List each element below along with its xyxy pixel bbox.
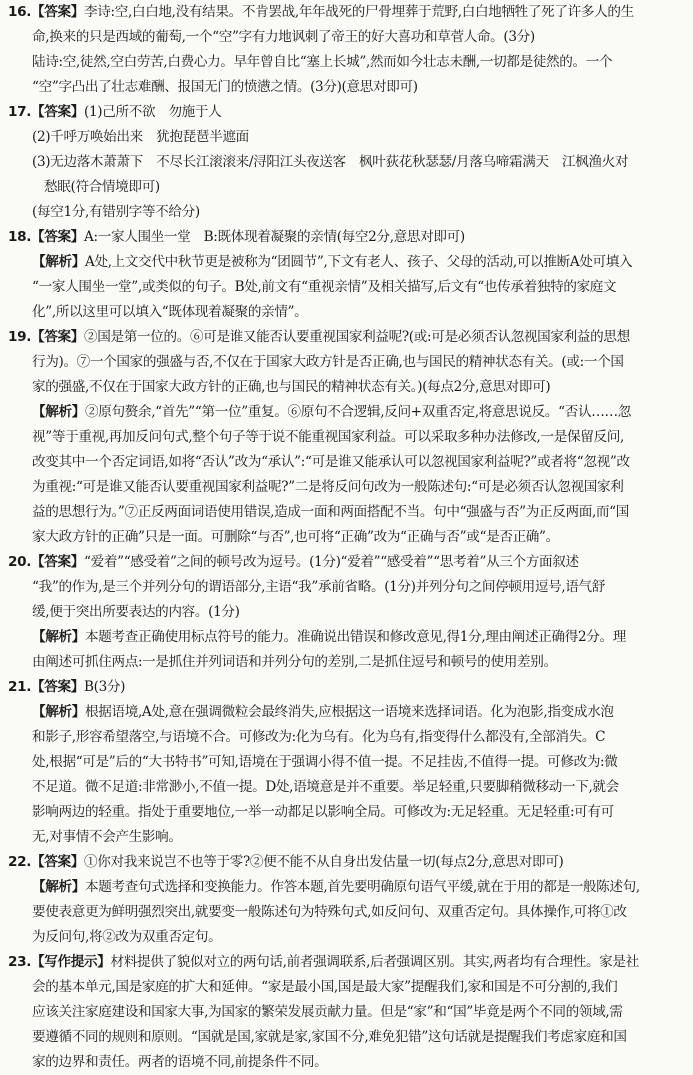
line-text: 应该关注家庭建设和国家大事,为国家的繁荣发展贡献力量。但是“家”和“国”毕竟是两个不同的领域,需 (32, 1004, 623, 1020)
question-number: 21. (8, 679, 32, 695)
section-tag: 【答案】 (31, 854, 85, 870)
line-text: 家大政方针的正确”只是一面。可删除“与否”,也可将“正确”改为“正确与否”或“是否正确”。 (32, 529, 559, 545)
line-text: 要使表意更为鲜明强烈突出,就要变一般陈述句为特殊句式,如反问句、双重否定句。具体操作,可将①改 (32, 904, 627, 920)
line-text: 无,对事情不会产生影响。 (32, 829, 182, 845)
text-line (8, 1025, 684, 1050)
question-number: 23. (8, 954, 32, 970)
text-line (8, 625, 684, 650)
question-number: 22. (8, 854, 32, 870)
text-line (8, 350, 684, 375)
line-text: 会的基本单元,国是家庭的扩大和延伸。“家是最小国,国是最大家”提醒我们,家和国是不可分割的,我们 (32, 979, 618, 995)
text-line (8, 0, 684, 25)
text-line (8, 25, 684, 50)
line-text: 视”等于重视,再加反问句式,整个句子等于说不能重视国家利益。可以采取多种办法修改,一是保留反问, (32, 429, 624, 445)
line-text: (3)无边落木萧萧下 不尽长江滚滚来/浔阳江头夜送客 枫叶荻花秋瑟瑟/月落乌啼霜满天 江枫渔火对 (32, 154, 629, 170)
line-text: 不足道。微不足道:非常渺小,不值一提。D处,语境意是并不重要。举足轻重,只要脚稍微移动一下,就会 (32, 779, 619, 795)
section-tag: 【答案】 (31, 679, 85, 695)
question-number: 17. (8, 104, 32, 120)
line-text: 命,换来的只是西域的葡萄,一个“空”字有力地讽刺了帝王的好大喜功和草菅人命。(3分) (32, 29, 535, 45)
answer-item (8, 675, 684, 850)
text-line (8, 525, 684, 550)
line-text: 影响两边的轻重。指处于重要地位,一举一动都足以影响全局。可修改为:无足轻重。无足轻重:可有可 (32, 804, 614, 820)
line-text: ①你对我来说岂不也等于零?②便不能不从自身出发估量一切(每点2分,意思对即可) (84, 854, 564, 870)
line-text: (每空1分,有错别字等不给分) (32, 204, 200, 220)
text-line (8, 475, 684, 500)
text-line (8, 600, 684, 625)
text-line (8, 550, 684, 575)
section-tag: 【解析】 (32, 879, 85, 895)
text-line (8, 750, 684, 775)
line-text: 本题考查正确使用标点符号的能力。准确说出错误和修改意见,得1分,理由阐述正确得2分。理 (84, 629, 627, 645)
line-text: B(3分) (84, 679, 126, 695)
line-text: 要遵循不同的规则和原则。“国就是国,家就是家,家国不分,难免犯错”这句话就是提醒我们考虑家庭和国 (32, 1029, 627, 1045)
section-tag: 【解析】 (32, 254, 85, 270)
line-text: 和影子,形容希望落空,与语境不合。可修改为:化为乌有。化为乌有,指变得什么都没有,全部消失。C (32, 729, 606, 745)
text-line (8, 1000, 684, 1025)
line-text: 益的思想行为。”⑦正反两面词语使用错误,造成一面和两面搭配不当。句中“强盛与否”为正反两面,而“国 (32, 504, 630, 520)
text-line (8, 850, 684, 875)
text-line (8, 175, 684, 200)
text-line (8, 150, 684, 175)
section-tag: 【答案】 (31, 554, 85, 570)
text-line (8, 575, 684, 600)
answer-item (8, 950, 684, 1075)
text-line (8, 675, 684, 700)
text-line (8, 225, 684, 250)
text-line (8, 275, 684, 300)
question-number: 16. (8, 4, 32, 20)
text-line (8, 450, 684, 475)
line-text: 家的强盛,不仅在于国家大政方针的正确,也与国民的精神状态有关。)(每点2分,意思对即可) (32, 379, 551, 395)
line-text: (1)己所不欲 勿施于人 (84, 104, 222, 120)
text-line (8, 250, 684, 275)
line-text: 改变其中一个否定词语,如将“否认”改为“承认”:“可是谁又能承认可以忽视国家利益呢?”或者将“忽视”改 (32, 454, 630, 470)
answer-item (8, 550, 684, 675)
text-line (8, 800, 684, 825)
text-line (8, 925, 684, 950)
answer-item (8, 850, 684, 950)
line-text: 为重视:“可是谁又能否认要重视国家利益呢?”二是将反问句改为一般陈述句:“可是必须否认忽视国家利 (32, 479, 624, 495)
text-line (8, 700, 684, 725)
text-line (8, 100, 684, 125)
text-line (8, 825, 684, 850)
text-line (8, 500, 684, 525)
line-text: 行为)。⑦一个国家的强盛与否,不仅在于国家大政方针是否正确,也与国民的精神状态有关。(或:一个国 (32, 354, 624, 370)
text-line (8, 775, 684, 800)
line-text: 本题考查句式选择和变换能力。作答本题,首先要明确原句语气平缓,就在于用的都是一般陈述句, (84, 879, 640, 895)
section-tag: 【解析】 (32, 404, 85, 420)
line-text: 愁眠(符合情境即可) (44, 179, 160, 195)
line-text: 材料提供了貌似对立的两句话,前者强调联系,后者强调区别。其实,两者均有合理性。家是社 (110, 954, 639, 970)
line-text: A:一家人围坐一堂 B:既体现着凝聚的亲情(每空2分,意思对即可) (84, 229, 465, 245)
section-tag: 【答案】 (31, 329, 85, 345)
line-text: A处,上文交代中秋节更是被称为“团圆节”,下文有老人、孩子、父母的活动,可以推断A处可填入 (84, 254, 633, 270)
text-line (8, 400, 684, 425)
section-tag: 【答案】 (31, 229, 85, 245)
line-text: 家的边界和责任。两者的语境不同,前提条件不同。 (32, 1054, 328, 1070)
question-number: 20. (8, 554, 32, 570)
line-text: ②国是第一位的。⑥可是谁又能否认要重视国家利益呢?(或:可是必须否认忽视国家利益的思想 (84, 329, 630, 345)
line-text: “空”字凸出了壮志难酬、报国无门的愤懑之情。(3分)(意思对即可) (32, 79, 418, 95)
section-tag: 【写作提示】 (31, 954, 111, 970)
text-line (8, 200, 684, 225)
text-line (8, 75, 684, 100)
text-line (8, 650, 684, 675)
answer-item (8, 225, 684, 325)
line-text: “一家人围坐一堂”,或类似的句子。B处,前文有“重视亲情”及相关描写,后文有“也传承着独特的家庭文 (32, 279, 617, 295)
section-tag: 【答案】 (31, 104, 85, 120)
question-number: 18. (8, 229, 32, 245)
line-text: 由阐述可抓住两点:一是抓住并列词语和并列分句的差别,二是抓住逗号和顿号的使用差别。 (32, 654, 557, 670)
text-line (8, 950, 684, 975)
line-text: 化”,所以这里可以填入“既体现着凝聚的亲情”。 (32, 304, 308, 320)
text-line (8, 900, 684, 925)
section-tag: 【答案】 (31, 4, 85, 20)
line-text: 根据语境,A处,意在强调微粒会最终消失,应根据这一语境来选择词语。化为泡影,指变成水泡 (84, 704, 614, 720)
section-tag: 【解析】 (32, 704, 85, 720)
text-line (8, 50, 684, 75)
answer-item (8, 100, 684, 225)
line-text: 缓,便于突出所要表达的内容。(1分) (32, 604, 240, 620)
text-line (8, 325, 684, 350)
line-text: “我”的作为,是三个并列分句的谓语部分,主语“我”承前省略。(1分)并列分句之间停顿用逗号,语气舒 (32, 579, 606, 595)
text-line (8, 125, 684, 150)
line-text: 处,根据“可是”后的“大书特书”可知,语境在于强调小得不值一提。不足挂齿,不值得一提。可修改为:微 (32, 754, 618, 770)
line-text: “爱着”“感受着”之间的顿号改为逗号。(1分)“爱着”“感受着”“思考着”从三个方面叙述 (84, 554, 579, 570)
text-line (8, 425, 684, 450)
text-line (8, 875, 684, 900)
text-line (8, 375, 684, 400)
line-text: ②原句赘余,“首先”“第一位”重复。⑥原句不合逻辑,反问+双重否定,将意思说反。“否认……忽 (84, 404, 631, 420)
section-tag: 【解析】 (32, 629, 85, 645)
answer-item (8, 325, 684, 550)
text-line (8, 300, 684, 325)
line-text: (2)千呼万唤始出来 犹抱琵琶半遮面 (32, 129, 249, 145)
line-text: 李诗:空,白白地,没有结果。不肯罢战,年年战死的尸骨埋葬于荒野,白白地牺牲了死了许多人的生 (84, 4, 634, 20)
text-line (8, 725, 684, 750)
answer-item (8, 0, 684, 100)
text-line (8, 1050, 684, 1075)
line-text: 为反问句,将②改为双重否定句。 (32, 929, 222, 945)
question-number: 19. (8, 329, 32, 345)
line-text: 陆诗:空,徒然,空白劳苦,白费心力。早年曾自比“塞上长城”,然而如今壮志未酬,一切都是徒然的。一个 (32, 54, 613, 70)
answer-key-page (8, 0, 684, 1075)
